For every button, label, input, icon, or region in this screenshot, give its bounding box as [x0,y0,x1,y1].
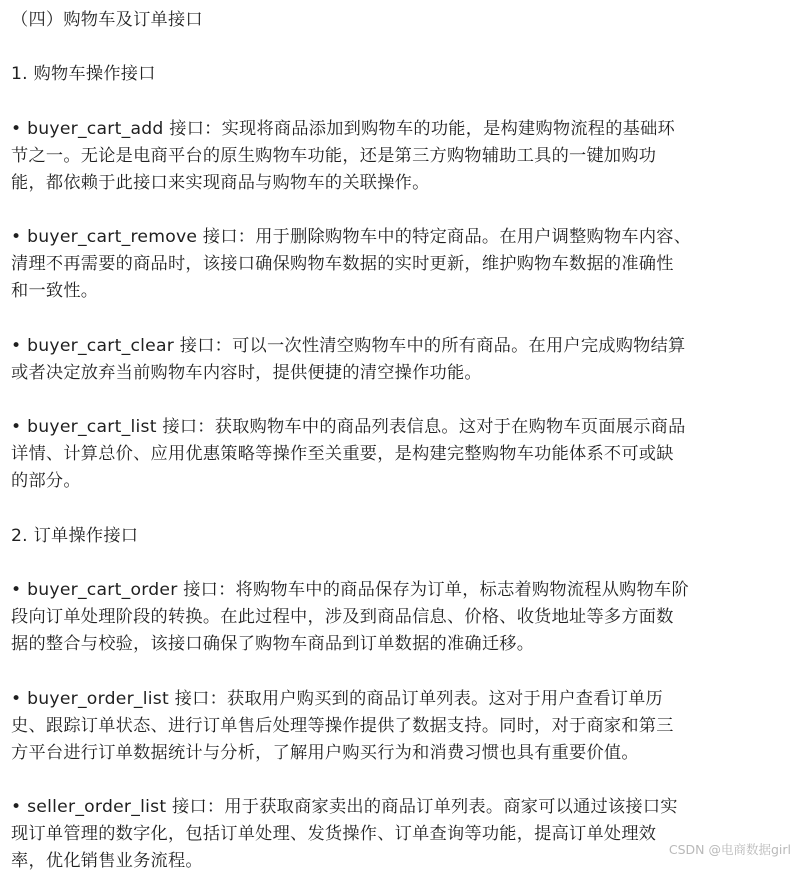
section-heading: （四）购物车及订单接口 [11,10,203,30]
paragraph-line: 史、跟踪订单状态、进行订单售后处理等操作提供了数据支持。同时，对于商家和第三 [11,716,674,736]
paragraph-line: 率，优化销售业务流程。 [11,851,203,871]
paragraph-line: • buyer_cart_clear 接口：可以一次性清空购物车中的所有商品。在用户完成购物结算 [11,336,686,356]
paragraph-line: 的部分。 [11,471,81,491]
subsection-heading-cart: 1. 购物车操作接口 [11,64,156,84]
paragraph-line: 能，都依赖于此接口来实现商品与购物车的关联操作。 [11,173,430,193]
paragraph-line: • seller_order_list 接口：用于获取商家卖出的商品订单列表。商家可以通过该接口实 [11,797,678,817]
paragraph-line: 清理不再需要的商品时，该接口确保购物车数据的实时更新，维护购物车数据的准确性 [11,254,674,274]
paragraph-line: 现订单管理的数字化，包括订单处理、发货操作、订单查询等功能，提高订单处理效 [11,824,657,844]
watermark: CSDN @电商数据girl [668,842,791,857]
paragraph-line: 段向订单处理阶段的转换。在此过程中，涉及到商品信息、价格、收货地址等多方面数 [11,607,674,627]
subsection-heading-order: 2. 订单操作接口 [11,526,139,546]
paragraph-line: 和一致性。 [11,281,99,301]
paragraph-line: • buyer_cart_list 接口：获取购物车中的商品列表信息。这对于在购物车页面展示商品 [11,417,686,437]
paragraph-line: • buyer_cart_add 接口：实现将商品添加到购物车的功能，是构建购物流程的基础环 [11,119,675,139]
paragraph-line: 详情、计算总价、应用优惠策略等操作至关重要，是构建完整购物车功能体系不可或缺 [11,444,674,464]
paragraph-line: • buyer_cart_order 接口：将购物车中的商品保存为订单，标志着购物流程从购物车阶 [11,580,689,600]
paragraph-line: 节之一。无论是电商平台的原生购物车功能，还是第三方购物辅助工具的一键加购功 [11,146,657,166]
paragraph-line: • buyer_cart_remove 接口：用于删除购物车中的特定商品。在用户调整购物车内容、 [11,227,692,247]
paragraph-line: 据的整合与校验，该接口确保了购物车商品到订单数据的准确迁移。 [11,634,535,654]
paragraph-line: • buyer_order_list 接口：获取用户购买到的商品订单列表。这对于用户查看订单历 [11,689,663,709]
paragraph-line: 方平台进行订单数据统计与分析，了解用户购买行为和消费习惯也具有重要价值。 [11,743,639,763]
paragraph-line: 或者决定放弃当前购物车内容时，提供便捷的清空操作功能。 [11,363,482,383]
